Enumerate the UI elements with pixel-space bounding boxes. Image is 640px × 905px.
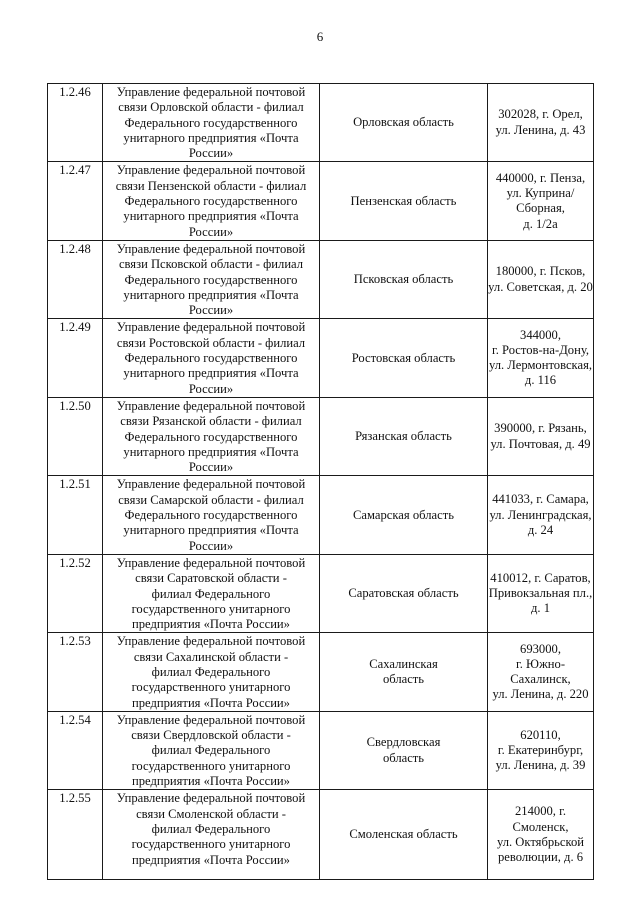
region-name: Псковская область xyxy=(320,240,488,318)
region-name: Саратовская область xyxy=(320,554,488,632)
region-name: Свердловская область xyxy=(320,711,488,789)
branch-name: Управление федеральной почтовой связи Орловской области - филиал Федерального государственного унитарного предприятия «Почта России» xyxy=(103,84,320,162)
table-row xyxy=(48,790,594,880)
branch-address: 441033, г. Самара, ул. Ленинградская, д. 24 xyxy=(488,476,594,554)
branch-address: 390000, г. Рязань, ул. Почтовая, д. 49 xyxy=(488,397,594,475)
branch-name: Управление федеральной почтовой связи Самарской области - филиал Федерального государственного унитарного предприятия «Почта России» xyxy=(103,476,320,554)
row-number: 1.2.54 xyxy=(48,711,103,789)
table-row xyxy=(48,554,594,632)
row-number: 1.2.48 xyxy=(48,240,103,318)
region-name: Сахалинская область xyxy=(320,633,488,711)
row-number: 1.2.53 xyxy=(48,633,103,711)
row-number: 1.2.55 xyxy=(48,790,103,880)
table-row xyxy=(48,397,594,475)
branch-name: Управление федеральной почтовой связи Пензенской области - филиал Федерального государственного унитарного предприятия «Почта России» xyxy=(103,162,320,240)
table-row xyxy=(48,84,594,162)
table-row xyxy=(48,476,594,554)
row-number: 1.2.52 xyxy=(48,554,103,632)
branch-name: Управление федеральной почтовой связи Псковской области - филиал Федерального государственного унитарного предприятия «Почта России» xyxy=(103,240,320,318)
postal-branches-table xyxy=(47,83,594,880)
region-name: Орловская область xyxy=(320,84,488,162)
branch-address: 344000, г. Ростов-на-Дону, ул. Лермонтовская, д. 116 xyxy=(488,319,594,397)
region-name: Самарская область xyxy=(320,476,488,554)
branch-address: 620110, г. Екатеринбург, ул. Ленина, д. 39 xyxy=(488,711,594,789)
table-row xyxy=(48,711,594,789)
region-name: Рязанская область xyxy=(320,397,488,475)
branch-name: Управление федеральной почтовой связи Ростовской области - филиал Федерального государственного унитарного предприятия «Почта России» xyxy=(103,319,320,397)
row-number: 1.2.46 xyxy=(48,84,103,162)
row-number: 1.2.51 xyxy=(48,476,103,554)
branch-name: Управление федеральной почтовой связи Рязанской области - филиал Федерального государственного унитарного предприятия «Почта России» xyxy=(103,397,320,475)
row-number: 1.2.50 xyxy=(48,397,103,475)
branch-address: 693000, г. Южно-Сахалинск, ул. Ленина, д. 220 xyxy=(488,633,594,711)
branch-name: Управление федеральной почтовой связи Смоленской области - филиал Федерального государственного унитарного предприятия «Почта России» xyxy=(103,790,320,880)
table-row xyxy=(48,162,594,240)
branch-address: 410012, г. Саратов, Привокзальная пл., д. 1 xyxy=(488,554,594,632)
region-name: Смоленская область xyxy=(320,790,488,880)
branch-name: Управление федеральной почтовой связи Саратовской области - филиал Федерального государственного унитарного предприятия «Почта России» xyxy=(103,554,320,632)
table-row xyxy=(48,240,594,318)
row-number: 1.2.49 xyxy=(48,319,103,397)
branch-name: Управление федеральной почтовой связи Свердловской области - филиал Федерального государственного унитарного предприятия «Почта России» xyxy=(103,711,320,789)
branch-address: 214000, г. Смоленск, ул. Октябрьской революции, д. 6 xyxy=(488,790,594,880)
branch-address: 180000, г. Псков, ул. Советская, д. 20 xyxy=(488,240,594,318)
row-number: 1.2.47 xyxy=(48,162,103,240)
branch-address: 302028, г. Орел, ул. Ленина, д. 43 xyxy=(488,84,594,162)
table-row xyxy=(48,319,594,397)
region-name: Ростовская область xyxy=(320,319,488,397)
page-number: 6 xyxy=(316,29,324,44)
table-row xyxy=(48,633,594,711)
branch-name: Управление федеральной почтовой связи Сахалинской области - филиал Федерального государственного унитарного предприятия «Почта России» xyxy=(103,633,320,711)
branch-address: 440000, г. Пенза, ул. Куприна/Сборная, д. 1/2а xyxy=(488,162,594,240)
region-name: Пензенская область xyxy=(320,162,488,240)
